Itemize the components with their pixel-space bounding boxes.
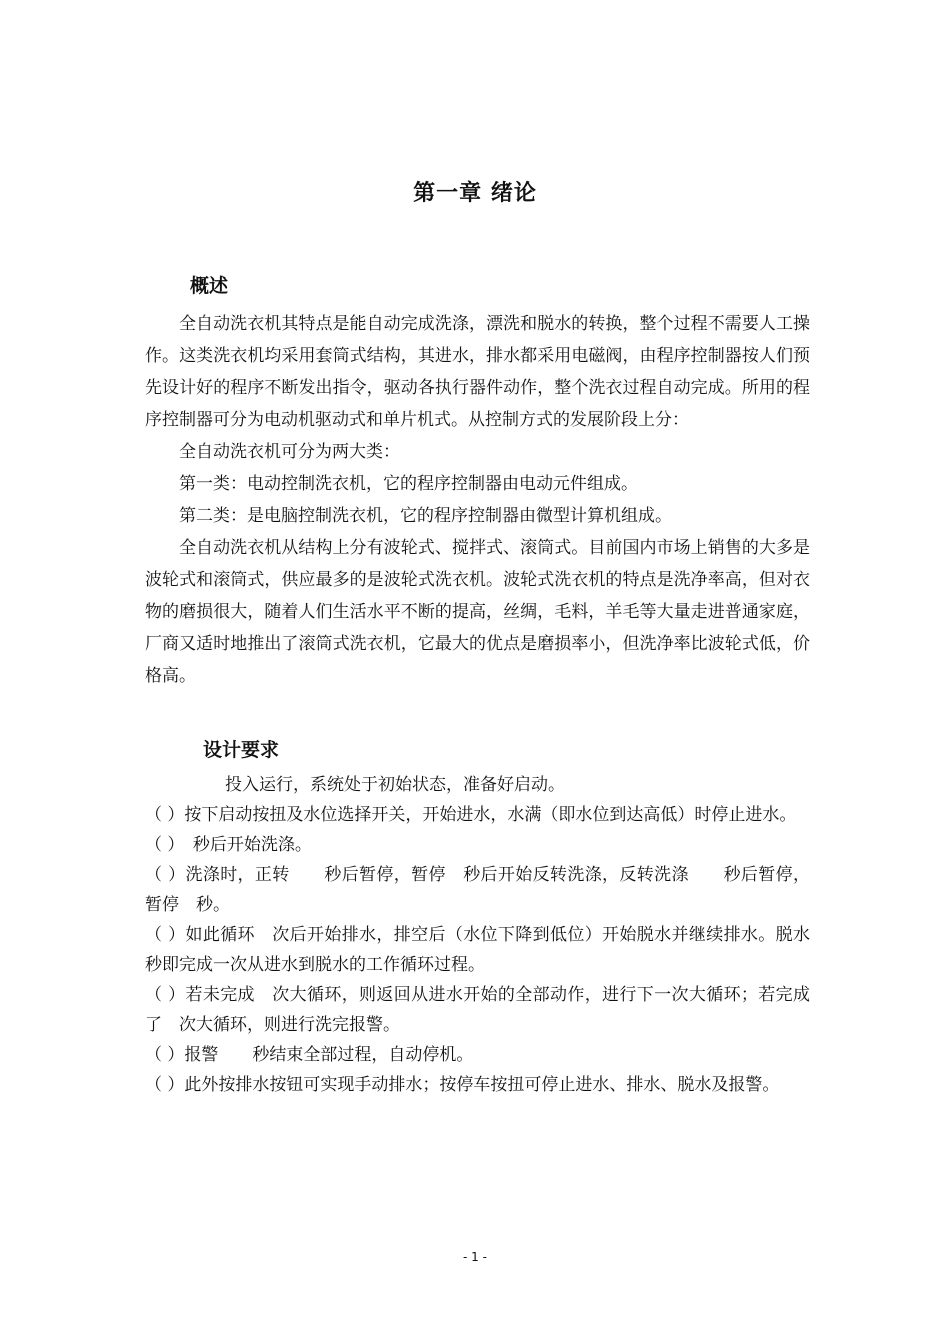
design-heading: 设计要求 <box>203 739 280 761</box>
overview-paragraph-3: 第一类：电动控制洗衣机，它的程序控制器由电动元件组成。 <box>179 474 638 494</box>
page-number: - 1 - <box>463 1250 487 1264</box>
requirement-item: （ ）此外按排水按钮可实现手动排水；按停车按扭可停止进水、排水、脱水及报警。 <box>145 1075 780 1095</box>
overview-paragraph-4: 第二类：是电脑控制洗衣机，它的程序控制器由微型计算机组成。 <box>179 506 672 526</box>
design-requirements <box>145 770 844 1100</box>
design-intro: 投入运行，系统处于初始状态，准备好启动。 <box>225 775 565 795</box>
overview-paragraph-1: 全自动洗衣机其特点是能自动完成洗涤，漂洗和脱水的转换，整个过程不需要人工操作。这类洗衣机均采用套筒式结构，其进水，排水都采用电磁阀，由程序控制器按人们预先设计好的程序不断发出指令，驱动各执行器件动作，整个洗衣过程自动完成。所用的程序控制器可分为电动机驱动式和单片机式。从控制方式的发展阶段上分： <box>145 314 810 430</box>
overview-body <box>145 308 810 692</box>
requirement-item: （ ）洗涤时，正转 秒后暂停，暂停 秒后开始反转洗涤，反转洗涤 秒后暂停，暂停 秒。 <box>145 865 810 915</box>
chapter-title: 第一章 绪论 <box>413 181 537 206</box>
overview-heading: 概述 <box>190 275 229 297</box>
requirement-item: （ ）若未完成 次大循环，则返回从进水开始的全部动作，进行下一次大循环；若完成了 次大循环，则进行洗完报警。 <box>145 985 810 1035</box>
overview-paragraph-5: 全自动洗衣机从结构上分有波轮式、搅拌式、滚筒式。目前国内市场上销售的大多是波轮式和滚筒式，供应最多的是波轮式洗衣机。波轮式洗衣机的特点是洗净率高，但对衣物的磨损很大，随着人们生活水平不断的提高，丝绸，毛料，羊毛等大量走进普通家庭，厂商又适时地推出了滚筒式洗衣机，它最大的优点是磨损率小，但洗净率比波轮式低，价格高。 <box>145 538 810 686</box>
overview-paragraph-2: 全自动洗衣机可分为两大类： <box>179 442 400 462</box>
requirement-item: （ ）按下启动按扭及水位选择开关，开始进水，水满（即水位到达高低）时停止进水。 <box>145 805 797 825</box>
requirement-item: （ ）报警 秒结束全部过程，自动停机。 <box>145 1045 474 1065</box>
requirement-item: （ ）如此循环 次后开始排水，排空后（水位下降到低位）开始脱水并继续排水。脱水 秒即完成一次从进水到脱水的工作循环过程。 <box>145 925 844 975</box>
requirement-item: （ ） 秒后开始洗涤。 <box>145 835 312 855</box>
